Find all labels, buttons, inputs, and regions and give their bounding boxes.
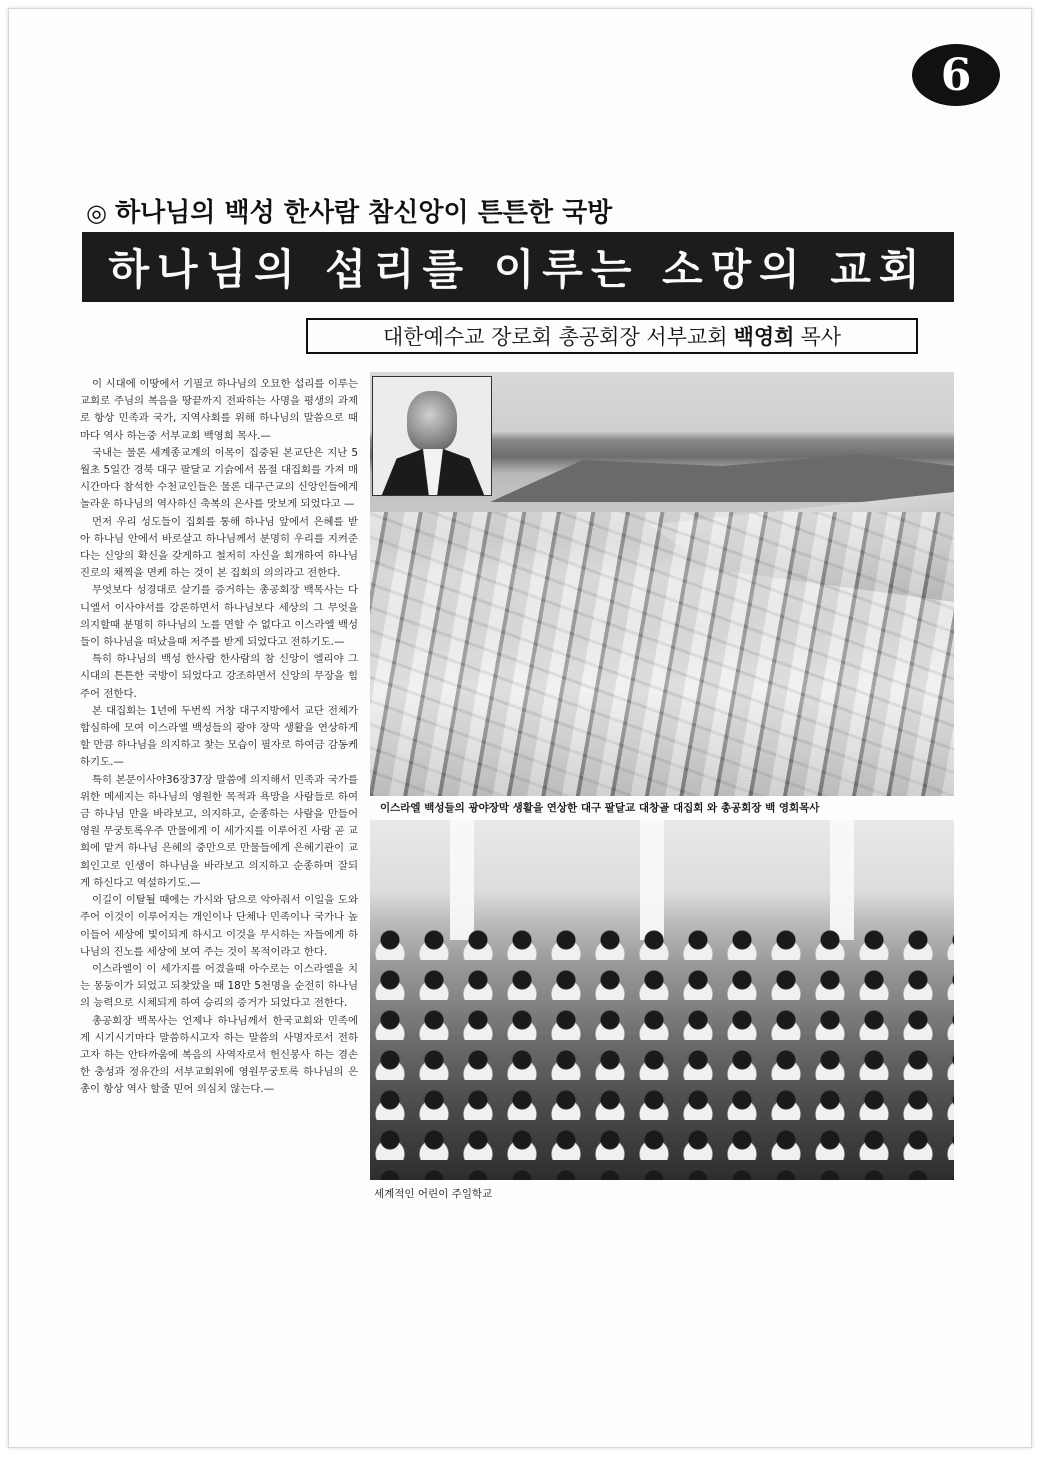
article-paragraph: 먼저 우리 성도들이 집회를 통해 하나님 앞에서 은혜를 받아 하나님 안에서 바로살고 하나님께서 분명히 우리를 지켜준다는 신앙의 확신을 갖게하고 철저히 자신을 회개하여 하나님 진로의 채찍을 면케 하는 것이 본 집회의 의의라고 전한다.: [80, 515, 358, 580]
top-photo-caption: 이스라엘 백성들의 광야장막 생활을 연상한 대구 팔달교 대창골 대집회 와 총공회장 백 영회목사: [380, 802, 820, 814]
article-paragraph: 이 시대에 이땅에서 기필코 하나님의 오묘한 섭리를 이루는 교회로 주님의 복음을 땅끝까지 전파하는 사명을 평생의 과제로 항상 민족과 국가, 지역사회를 위해 하나님의 말씀으로 때마다 역사 하는중 서부교회 백영희 목사.—: [80, 378, 358, 442]
photo-hill: [490, 442, 954, 502]
article-paragraph: 무엇보다 성경대로 살기를 증거하는 총공회장 백목사는 다니엘서 이사야서를 강론하면서 하나님보다 세상의 그 무엇을 의지할때 분명히 하나님의 노를 면할 수 없다고 이스라엘 백성들이 하나님을 떠났을때 저주를 받게 되었다고 전하기도.—: [80, 584, 358, 649]
byline-name: 백영희: [733, 325, 795, 349]
bottom-photo-caption: 세계적인 어린이 주일학교: [374, 1188, 493, 1200]
article-paragraph: 본 대집회는 1년에 두번씩 거창 대구지방에서 교단 전체가 합심하에 모여 이스라엘 백성들의 광야 장막 생활을 연상하게 할 만큼 하나님을 의지하고 찾는 모습이 필자로 하여금 감동케 하기도.—: [80, 704, 358, 769]
photo-children-crowd: [370, 920, 954, 1180]
article-paragraph: 특히 본문이사야36장37장 말씀에 의지해서 민족과 국가를 위한 메세지는 하나님의 영원한 목적과 욕망을 사람들로 하여금 하나님 만을 바라보고, 의지하고, 순종하는 사람을 만들어 영원 무궁토록우주 만물에게 이 세가지를 이루어진 사람 곧 교회에 맡겨 하나님 은혜의 중만으로 만물들에게 은혜기관이 교회인고로 인생이 하나님을 바라보고 의지하고 순종하며 잘되게 하신다고 역설하기도.—: [80, 773, 358, 889]
headline: 하나님의 섭리를 이루는 소망의 교회: [108, 245, 928, 294]
kicker-text: 하나님의 백성 한사람 참신앙이 튼튼한 국방: [114, 198, 613, 228]
byline-suffix: 목사: [800, 325, 842, 349]
article-paragraph: 이길이 이탈될 때에는 가시와 담으로 악아줘서 이일을 도와주어 이것이 이루어지는 개인이나 단체나 민족이나 국가나 높이들어 세상에 빛이되게 하시고 이것을 무시하는 자들에게 하나님의 진노를 세상에 보여 주는 것이 목적이라고 한다.: [80, 894, 358, 958]
double-circle-icon: ◎: [86, 198, 107, 227]
byline-prefix: 대한예수교 장로회 총공회장 서부교회: [382, 325, 728, 349]
article-paragraph: 국내는 물론 세계종교계의 이목이 집중된 본교단은 지난 5월초 5일간 경북 대구 팔달교 기슭에서 몸절 대집회를 가져 매시간마다 참석한 수천교인들은 물론 대구근교의 신앙인들에게 놀라운 하나님의 역사하신 축복의 은사를 맛보게 되었다고 —: [80, 446, 358, 511]
article-paragraph: 특히 하나님의 백성 한사람 한사람의 참 신앙이 엘리야 그 시대의 튼튼한 국방이 되었다고 강조하면서 신앙의 무장을 힘주어 전한다.: [80, 653, 358, 700]
page-number-badge: [912, 44, 1000, 106]
kicker-line: [86, 192, 706, 229]
byline-box: [306, 318, 918, 354]
headline-banner: [82, 232, 954, 302]
sunday-school-photo: [370, 820, 954, 1180]
article-paragraph: 총공회장 백목사는 언제나 하나님께서 한국교회와 민족에게 시기시기마다 말씀하시고자 하는 말씀의 사명자로서 전하고자 하는 안타까움에 복음의 사역자로서 헌신봉사 하는 겸손한 충성과 정유간의 서부교회위에 영원무궁토록 하나님의 은총이 항상 역사 할줄 믿어 의심치 않는다.—: [80, 1014, 358, 1096]
page-number: 6: [940, 49, 972, 101]
article-body: [80, 376, 358, 1099]
portrait-head: [407, 391, 457, 451]
article-paragraph: 이스라엘이 이 세가지를 어겼을때 아수로는 이스라엘을 치는 몽둥이가 되었고 되찾았을 때 18만 5천명을 순전히 하나님의 능력으로 시체되게 하여 승리의 증거가 되었다고 전한다.: [80, 962, 358, 1010]
pastor-portrait: [372, 376, 492, 496]
photo-tents: [370, 512, 954, 796]
